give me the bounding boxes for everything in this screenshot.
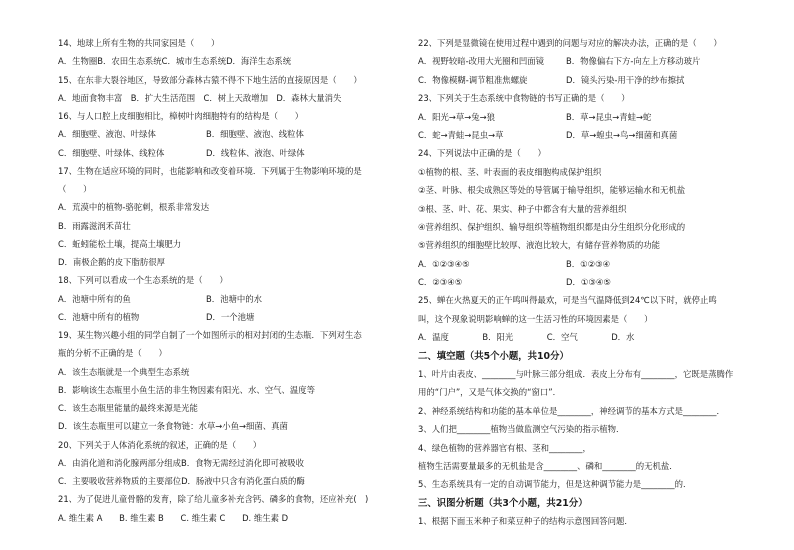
question-21-options: A. 维生素 A B. 维生素 B C. 维生素 C D. 维生素 D xyxy=(58,512,289,523)
question-25: 25、蝉在火热夏天的正午鸣叫得最欢，可是当气温降低到24℃以下时，就停止鸣 xyxy=(418,295,717,306)
question-19-option-c: C．该生态瓶里能量的最终来源是光能 xyxy=(58,403,198,413)
section-diagram-heading: 三、识图分析题（共3个小题，共21分） xyxy=(418,497,588,509)
question-22-options-ab xyxy=(418,56,748,68)
question-24-statement-5: ⑤营养组织的细胞壁比较厚、液泡比较大，有储存营养物质的功能 xyxy=(418,240,661,251)
fill-question-2: 2、神经系统结构和功能的基本单位是________，神经调节的基本方式是________． xyxy=(418,405,725,416)
question-24-options-cd xyxy=(418,277,748,289)
fill-question-3: 3、人们把________植物当做监测空气污染的指示植物． xyxy=(418,424,625,435)
question-24-options-ab xyxy=(418,259,748,271)
question-20: 20、下列关于人体消化系统的叙述，正确的是（ ） xyxy=(58,439,262,450)
option-b: B．池塘中的水 xyxy=(206,293,262,304)
option-a: A．池塘中所有的鱼 xyxy=(58,293,131,304)
option-a: A．细胞壁、液泡、叶绿体 xyxy=(58,129,156,140)
question-23-options-ab xyxy=(418,112,748,124)
option-a: A．阳光→草→兔→狼 xyxy=(418,111,496,122)
question-24-statement-4: ④营养组织、保护组织、输导组织等植物组织都是由分生组织分化形成的 xyxy=(418,221,686,232)
option-b: B．草→昆虫→青蛙→蛇 xyxy=(566,111,652,122)
question-17-option-a: A．荒漠中的植物-骆驼刺，根系非常发达 xyxy=(58,202,210,213)
fill-question-5: 5、生态系统具有一定的自动调节能力，但是这种调节能力是________的． xyxy=(418,479,692,490)
option-c: C．细胞壁、叶绿体、线粒体 xyxy=(58,147,165,158)
question-19-cont: 瓶的分析不正确的是（ ） xyxy=(58,348,167,359)
option-d: D．一个池塘 xyxy=(206,311,255,322)
option-d: D．①③④⑤ xyxy=(566,277,611,288)
question-14: 14、地球上所有生物的共同家园是（ ） xyxy=(58,38,220,48)
question-24-statement-2: ②茎、叶脉、根尖成熟区等处的导管属于输导组织，能够运输水和无机盐 xyxy=(418,185,686,196)
question-24-statement-1: ①植物的根、茎、叶表面的表皮细胞构成保护组织 xyxy=(418,166,602,177)
question-19: 19、某生物兴趣小组的同学自制了一个如图所示的相对封闭的生态瓶．下列对生态 xyxy=(58,330,362,340)
question-17-option-c: C．蚯蚓能松土壤，提高土壤肥力 xyxy=(58,238,182,249)
question-18-options-ab xyxy=(58,294,380,306)
section-fill-in-heading: 二、填空题（共5个小题，共10分） xyxy=(418,350,569,362)
question-25-cont: 叫，这个现象说明影响蝉的这一生活习性的环境因素是（ ） xyxy=(418,313,653,324)
question-18-options-cd xyxy=(58,312,380,324)
question-24-statement-3: ③根、茎、叶、花、果实、种子中都含有大量的营养组织 xyxy=(418,203,627,214)
option-d: D．草→蝗虫→鸟→细菌和真菌 xyxy=(566,129,678,140)
question-17-option-b: B．雨露滋润禾苗壮 xyxy=(58,220,131,231)
fill-question-1: 1、叶片由表皮、________与叶脉三部分组成．表皮上分布有________，它既是蒸腾作 xyxy=(418,369,734,380)
option-b: B．细胞壁、液泡、线粒体 xyxy=(206,129,304,140)
option-a: A．视野较暗-改用大光圈和凹面镜 xyxy=(418,56,545,67)
option-c: C．池塘中所有的植物 xyxy=(58,311,140,322)
question-23-options-cd xyxy=(418,130,748,142)
option-a: A．①②③④⑤ xyxy=(418,258,470,269)
fill-question-4: 4、绿色植物的营养器官有根、茎和________， xyxy=(418,442,591,453)
question-20-options-ab: A．由消化道和消化腺两部分组成B．食物无需经过消化即可被吸收 xyxy=(58,457,304,468)
question-15-options: A．地面食物丰富 B．扩大生活范围 C．树上天敌增加 D．森林大量消失 xyxy=(58,92,342,103)
question-16-options-ab xyxy=(58,129,380,141)
diagram-question-1: 1、根据下面玉米种子和菜豆种子的结构示意图回答问题． xyxy=(418,516,633,527)
option-b: B．物像偏右下方-向左上方移动玻片 xyxy=(566,56,701,67)
question-17-cont: （ ） xyxy=(58,184,92,194)
question-19-option-b: B．影响该生态瓶里小鱼生活的非生物因素有阳光、水、空气、温度等 xyxy=(58,384,315,395)
fill-question-4-cont: 植物生活需要量最多的无机盐是含________、磷和________的无机盐． xyxy=(418,460,678,471)
left-column xyxy=(58,38,380,531)
question-20-options-cd: C．主要吸收营养物质的主要部位D．肠液中只含有消化蛋白质的酶 xyxy=(58,476,305,486)
option-d: D．镜头污染-用干净的纱布擦拭 xyxy=(566,74,685,85)
question-16: 16、与人口腔上皮细胞相比，樟树叶肉细胞特有的结构是（ ） xyxy=(58,111,304,121)
option-c: C．蛇→青蛙→昆虫→草 xyxy=(418,129,504,140)
question-14-options: A．生物圈B．农田生态系统C．城市生态系统D．海洋生态系统 xyxy=(58,56,292,67)
question-22-options-cd xyxy=(418,75,748,87)
question-23: 23、下列关于生态系统中食物链的书写正确的是（ ） xyxy=(418,93,630,104)
question-19-option-a: A．该生态瓶就是一个典型生态系统 xyxy=(58,366,190,377)
option-c: C．物像模糊-调节粗准焦螺旋 xyxy=(418,74,528,85)
question-22: 22、下列是显微镜在使用过程中遇到的问题与对应的解决办法，正确的是（ ） xyxy=(418,38,722,48)
question-16-options-cd xyxy=(58,148,380,160)
question-17: 17、生物在适应环境的同时，也能影响和改变着环境．下列属于生物影响环境的是 xyxy=(58,165,362,176)
question-21: 21、为了促进儿童骨骼的发育，除了给儿童多补充含钙、磷多的食物，还应补充( ) xyxy=(58,494,369,505)
right-column xyxy=(418,38,748,535)
option-d: D．线粒体、液泡、叶绿体 xyxy=(206,147,305,158)
question-24: 24、下列说法中正确的是（ ） xyxy=(418,148,546,159)
question-19-option-d: D．该生态瓶里可以建立一条食物链：水草→小鱼→细菌、真菌 xyxy=(58,421,288,432)
question-18: 18、下列可以看成一个生态系统的是（ ） xyxy=(58,275,228,286)
question-15: 15、在东非大裂谷地区，导致部分森林古猿不得不下地生活的直接原因是（ ） xyxy=(58,74,362,85)
question-17-option-d: D．南极企鹅的皮下脂肪很厚 xyxy=(58,257,165,267)
question-25-options: A．温度 B．阳光 C．空气 D．水 xyxy=(418,332,635,343)
option-b: B．①②③④ xyxy=(566,258,611,269)
fill-question-1-cont: 用的“门户”，又是气体交换的“窗口”． xyxy=(418,387,561,398)
option-c: C．②③④⑤ xyxy=(418,277,463,288)
